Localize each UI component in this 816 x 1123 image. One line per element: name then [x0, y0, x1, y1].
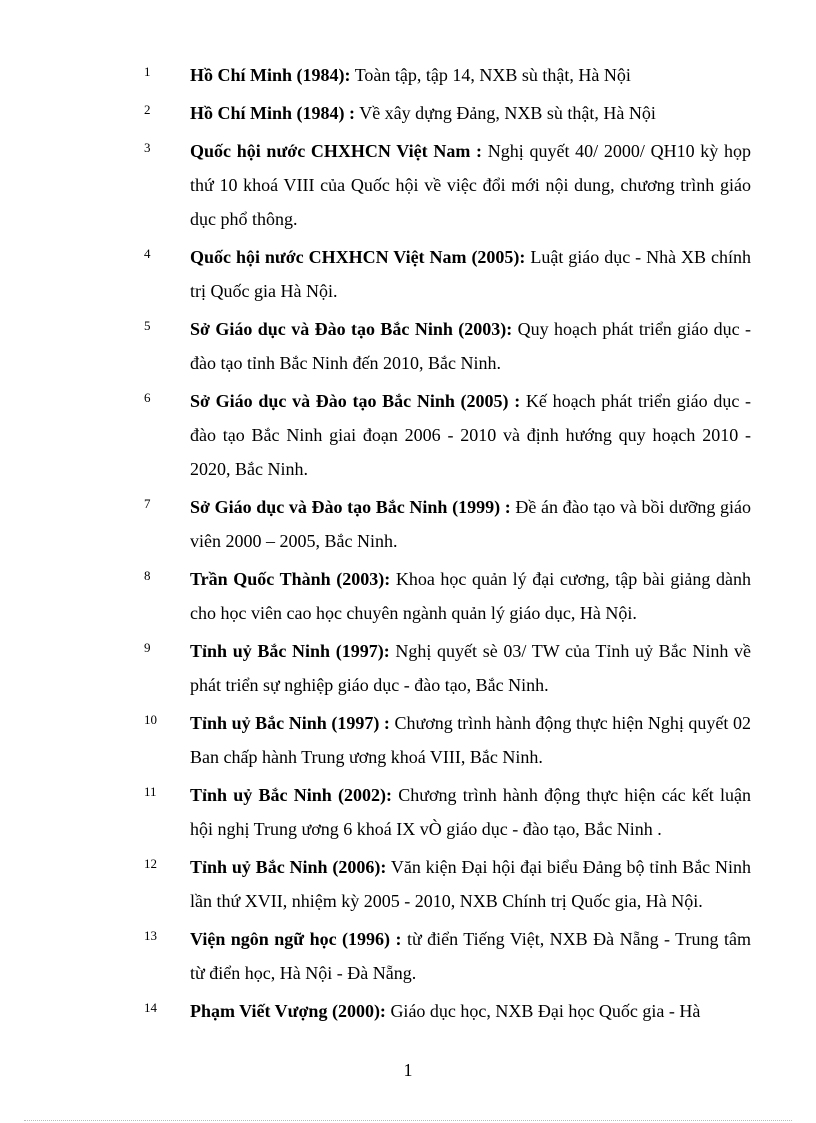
reference-text: Văn kiện Đại hội đại biểu Đảng bộ tỉnh Bắc Ninh lần thứ XVII, nhiệm kỳ 2005 - 2010, NXB Chính trị Quốc gia, Hà Nội.: [190, 857, 751, 911]
reference-number: 12: [144, 856, 157, 871]
reference-number: 1: [144, 64, 151, 79]
reference-author: Sở Giáo dục và Đào tạo Bắc Ninh (2005) :: [190, 391, 521, 411]
reference-text: Luật giáo dục - Nhà XB chính trị Quốc gia Hà Nội.: [190, 247, 751, 301]
reference-text: Nghị quyết sè 03/ TW của Tỉnh uỷ Bắc Ninh về phát triển sự nghiệp giáo dục - đào tạo, Bắc Ninh.: [190, 641, 751, 695]
reference-number: 9: [144, 640, 151, 655]
reference-body: [190, 240, 751, 308]
reference-author: Quốc hội nước CHXHCN Việt Nam (2005):: [190, 247, 526, 267]
reference-number: 3: [144, 140, 151, 155]
reference-author: Sở Giáo dục và Đào tạo Bắc Ninh (2003):: [190, 319, 513, 339]
reference-body: [190, 384, 751, 486]
reference-text: Đề án đào tạo và bồi dưỡng giáo viên 2000 – 2005, Bắc Ninh.: [190, 497, 751, 551]
reference-text: Về xây dựng Đảng, NXB sù thật, Hà Nội: [355, 103, 656, 123]
reference-number: 11: [144, 784, 157, 799]
reference-number: 10: [144, 712, 157, 727]
reference-author: Trần Quốc Thành (2003):: [190, 569, 391, 589]
reference-author: Tỉnh uỷ Bắc Ninh (1997):: [190, 641, 390, 661]
reference-item: [0, 384, 816, 486]
reference-item: [0, 634, 816, 702]
reference-number: 7: [144, 496, 151, 511]
reference-item: [0, 994, 816, 1028]
reference-body: [190, 562, 751, 630]
reference-body: [190, 490, 751, 558]
reference-number: 14: [144, 1000, 157, 1015]
reference-item: [0, 96, 816, 130]
reference-item: [0, 562, 816, 630]
reference-author: Tỉnh uỷ Bắc Ninh (1997) :: [190, 713, 390, 733]
reference-author: Hồ Chí Minh (1984):: [190, 65, 351, 85]
reference-text: Nghị quyết 40/ 2000/ QH10 kỳ họp thứ 10 khoá VIII của Quốc hội về việc đổi mới nội dung, chương trình giáo dục phổ thông.: [190, 141, 751, 229]
reference-body: [190, 778, 751, 846]
reference-item: [0, 134, 816, 236]
reference-number: 13: [144, 928, 157, 943]
reference-body: [190, 134, 751, 236]
reference-body: [190, 96, 751, 130]
reference-number: 4: [144, 246, 151, 261]
reference-item: [0, 922, 816, 990]
reference-body: [190, 706, 751, 774]
reference-body: [190, 994, 751, 1028]
reference-author: Sở Giáo dục và Đào tạo Bắc Ninh (1999) :: [190, 497, 511, 517]
reference-text: Giáo dục học, NXB Đại học Quốc gia - Hà: [385, 1001, 701, 1021]
reference-list: [0, 58, 816, 1032]
reference-text: Quy hoạch phát triển giáo dục - đào tạo tỉnh Bắc Ninh đến 2010, Bắc Ninh.: [190, 319, 751, 373]
reference-item: [0, 58, 816, 92]
reference-text: Chương trình hành động thực hiện Nghị quyết 02 Ban chấp hành Trung ương khoá VIII, Bắc Ninh.: [190, 713, 751, 767]
reference-body: [190, 850, 751, 918]
reference-text: từ điển Tiếng Việt, NXB Đà Nẵng - Trung tâm từ điển học, Hà Nội - Đà Nẵng.: [190, 929, 751, 983]
reference-author: Tỉnh uỷ Bắc Ninh (2006):: [190, 857, 387, 877]
reference-item: [0, 240, 816, 308]
reference-body: [190, 634, 751, 702]
reference-item: [0, 706, 816, 774]
reference-author: Hồ Chí Minh (1984) :: [190, 103, 356, 123]
reference-text: Kế hoạch phát triển giáo dục - đào tạo Bắc Ninh giai đoạn 2006 - 2010 và định hướng quy hoạch 2010 - 2020, Bắc Ninh.: [190, 391, 752, 479]
reference-text: Toàn tập, tập 14, NXB sù thật, Hà Nội: [350, 65, 631, 85]
page-number: 1: [403, 1060, 413, 1080]
reference-author: Quốc hội nước CHXHCN Việt Nam :: [190, 141, 483, 161]
reference-number: 8: [144, 568, 151, 583]
reference-author: Viện ngôn ngữ học (1996) :: [190, 929, 402, 949]
reference-number: 6: [144, 390, 151, 405]
reference-item: [0, 778, 816, 846]
reference-text: Khoa học quản lý đại cương, tập bài giảng dành cho học viên cao học chuyên ngành quản lý giáo dục, Hà Nội.: [190, 569, 751, 623]
reference-number: 5: [144, 318, 151, 333]
reference-item: [0, 490, 816, 558]
reference-author: Tỉnh uỷ Bắc Ninh (2002):: [190, 785, 392, 805]
reference-author: Phạm Viết Vượng (2000):: [190, 1001, 386, 1021]
reference-item: [0, 850, 816, 918]
reference-body: [190, 58, 751, 92]
reference-body: [190, 312, 751, 380]
reference-body: [190, 922, 751, 990]
reference-number: 2: [144, 102, 151, 117]
reference-text: Chương trình hành động thực hiện các kết luận hội nghị Trung ương 6 khoá IX vÒ giáo dục - đào tạo, Bắc Ninh .: [190, 785, 751, 839]
reference-item: [0, 312, 816, 380]
page-bottom-divider: [24, 1120, 792, 1121]
